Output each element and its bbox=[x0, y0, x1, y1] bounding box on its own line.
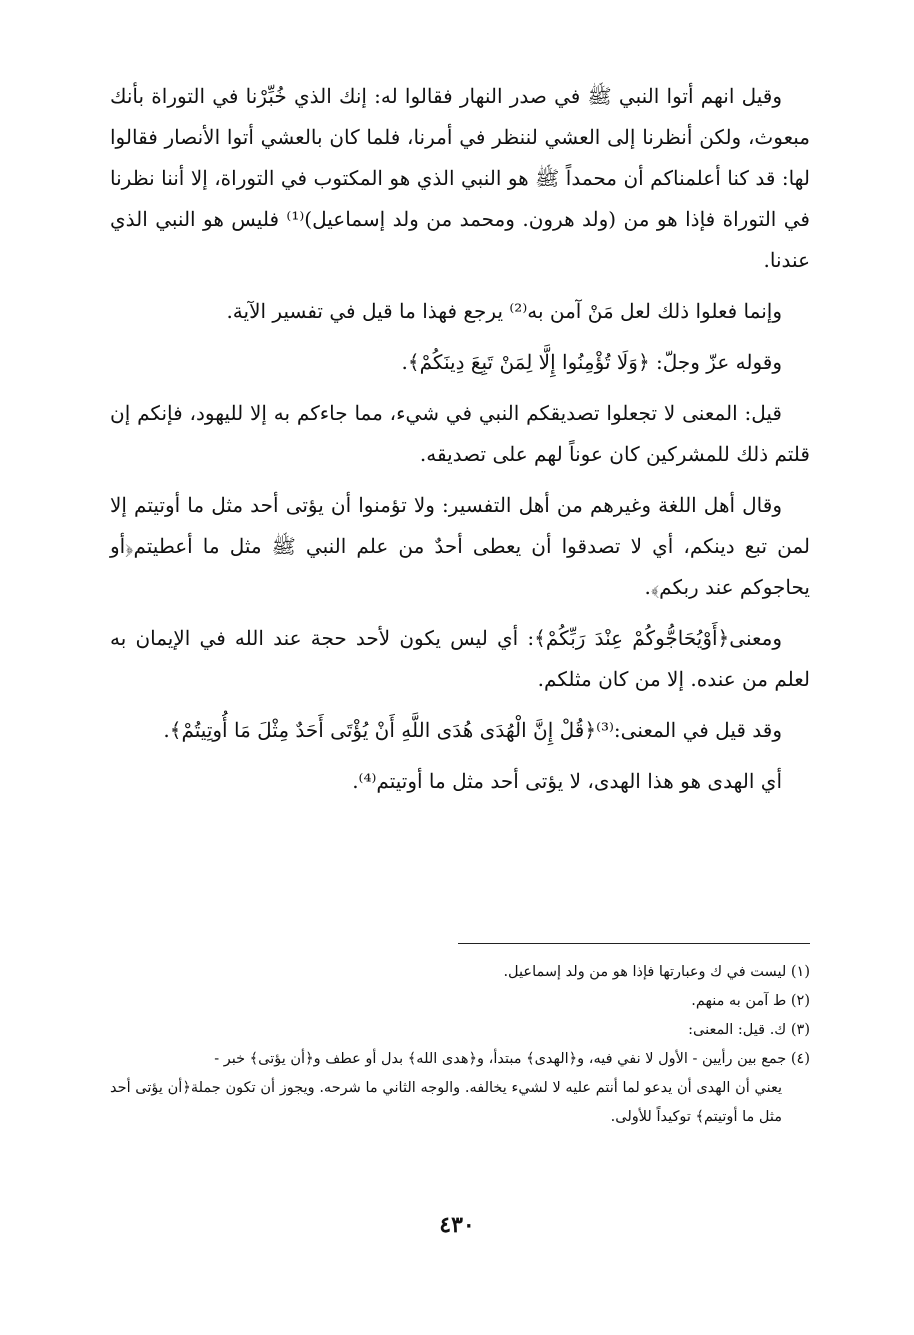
footnote-3: (٣) ك. قيل: المعنى: bbox=[688, 1022, 810, 1038]
paragraph-5: وقال أهل اللغة وغيرهم من أهل التفسير: ولا تؤمنوا أن يؤتى أحد مثل ما أوتيتم إلا لمن تبع دينكم، أي لا تصدقوا أن يعطى أحدٌ من علم النبي ﷺ مثل ما أعطيتم﴿أو يحاجوكم عند ربكم﴾. bbox=[110, 493, 810, 599]
paragraph-1: وقيل انهم أتوا النبي ﷺ في صدر النهار فقالوا له: إنك الذي خُبِّرْنا في التوراة بأنك مبعوث، ولكن أنظرنا إلى العشي لننظر في أمرنا، فلما كان بالعشي أتوا الأنصار فقالوا لها: قد كنا أعلمناكم أن محمداً ﷺ هو النبي الذي هو المكتوب في التوراة، إلا أننا نظرنا في التوراة فإذا هو من (ولد هرون. ومحمد من ولد إسماعيل)⁽¹⁾ فليس هو النبي الذي عندنا. bbox=[110, 84, 810, 272]
footnote-1: (١) ليست في ك وعبارتها فإذا هو من ولد إسماعيل. bbox=[503, 964, 810, 980]
footnote-2: (٢) ط آمن به منهم. bbox=[691, 993, 810, 1009]
page-number: ٤٣٠ bbox=[439, 1212, 475, 1238]
footnotes bbox=[110, 958, 810, 1132]
paragraph-8: أي الهدى هو هذا الهدى، لا يؤتى أحد مثل ما أوتيتم⁽⁴⁾. bbox=[352, 769, 782, 793]
paragraph-3: وقوله عزّ وجلّ: ﴿وَلَا تُؤْمِنُوا إِلَّا لِمَنْ تَبِعَ دِينَكُمْ﴾. bbox=[401, 350, 782, 374]
footnote-4: (٤) جمع بين رأيين - الأول لا نفي فيه، و﴿الهدى﴾ مبتدأ، و﴿هدى الله﴾ بدل أو عطف و﴿أن يؤتى﴾ خبر - bbox=[214, 1051, 810, 1067]
paragraph-2: وإنما فعلوا ذلك لعل مَنْ آمن به⁽²⁾ يرجع فهذا ما قيل في تفسير الآية. bbox=[226, 299, 782, 323]
footnote-divider bbox=[458, 943, 810, 944]
paragraph-6: ومعنى﴿أَوْيُحَاجُّوكُمْ عِنْدَ رَبِّكُمْ﴾: أي ليس يكون لأحد حجة عند الله في الإيمان به لعلم من عنده. إلا من كان مثلكم. bbox=[110, 626, 810, 691]
paragraph-4: قيل: المعنى لا تجعلوا تصديقكم النبي في شيء، مما جاءكم به إلا لليهود، فإنكم إن قلتم ذلك للمشركين كان عوناً لهم على تصديقه. bbox=[110, 401, 810, 466]
main-text bbox=[110, 76, 810, 812]
footnote-4-continuation: يعني أن الهدى أن يدعو لما أنتم عليه لا لشيء يخالفه. والوجه الثاني ما شرحه. ويجوز أن تكون جملة﴿أن يؤتى أحد مثل ما أوتيتم﴾ توكيداً للأولى. bbox=[110, 1080, 782, 1125]
paragraph-7: وقد قيل في المعنى:⁽³⁾﴿قُلْ إِنَّ الْهُدَى هُدَى اللَّهِ أَنْ يُؤْتَى أَحَدٌ مِثْلَ مَا أُوتِيتُمْ﴾. bbox=[163, 718, 782, 742]
